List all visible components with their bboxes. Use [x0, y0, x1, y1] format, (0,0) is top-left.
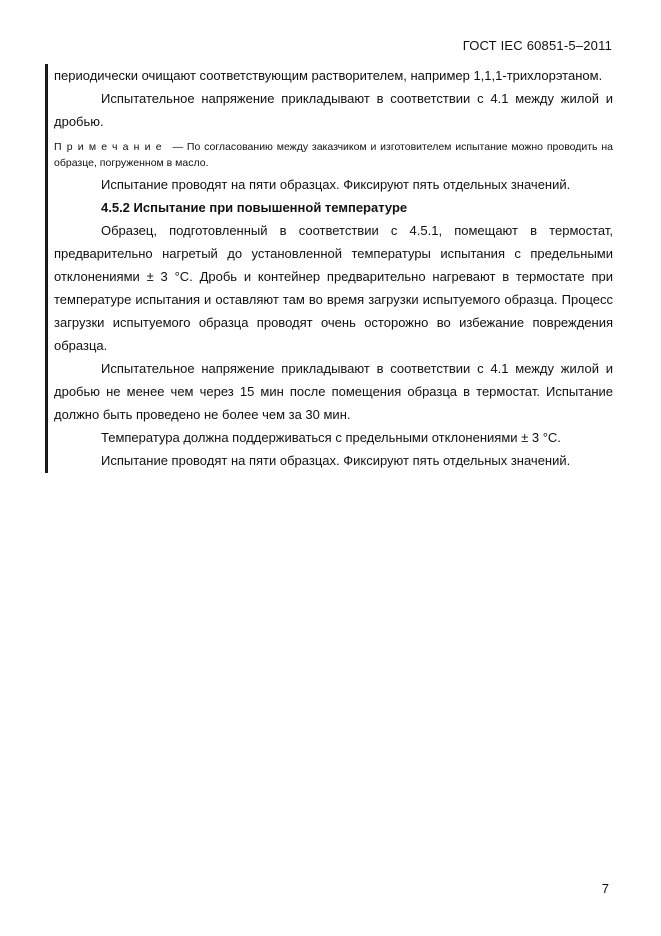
- paragraph-five-samples: Испытание проводят на пяти образцах. Фиксируют пять отдельных значений.: [101, 177, 571, 192]
- paragraph-sample-prep: Образец, подготовленный в соответствии с 4.5.1, помещают в термостат, предварительно нагретый до установленной температуры испытания с предельными отклонениями ± 3 °С. Дробь и контейнер предварительно нагревают в термостате при температуре испытания и оставляют там во время загрузки испытуемого образца. Процесс загрузки испытуемого образца проводят очень осторожно во избежание повреждения образца.: [54, 223, 613, 353]
- document-header: ГОСТ IEC 60851-5–2011: [462, 38, 612, 53]
- page-body: [54, 64, 613, 472]
- note-label: Примечание: [54, 141, 167, 153]
- paragraph-five-samples-2: Испытание проводят на пяти образцах. Фиксируют пять отдельных значений.: [101, 453, 571, 468]
- paragraph-continuation: периодически очищают соответствующим растворителем, например 1,1,1-трихлорэтаном.: [54, 68, 603, 83]
- change-bar: [45, 64, 48, 473]
- paragraph-voltage-timing: Испытательное напряжение прикладывают в соответствии с 4.1 между жилой и дробью не менее чем через 15 мин после помещения образца в термостат. Испытание должно быть проведено не более чем за 30 мин.: [54, 361, 613, 422]
- note-text: — По согласованию между заказчиком и изготовителем испытание можно проводить на образце, погруженном в масло.: [54, 141, 613, 169]
- paragraph-test-voltage: Испытательное напряжение прикладывают в соответствии с 4.1 между жилой и дробью.: [54, 91, 613, 129]
- page-number: 7: [601, 881, 609, 896]
- section-heading: 4.5.2 Испытание при повышенной температуре: [101, 200, 408, 215]
- paragraph-temperature: Температура должна поддерживаться с предельными отклонениями ± 3 °С.: [101, 430, 561, 445]
- note: [54, 139, 613, 171]
